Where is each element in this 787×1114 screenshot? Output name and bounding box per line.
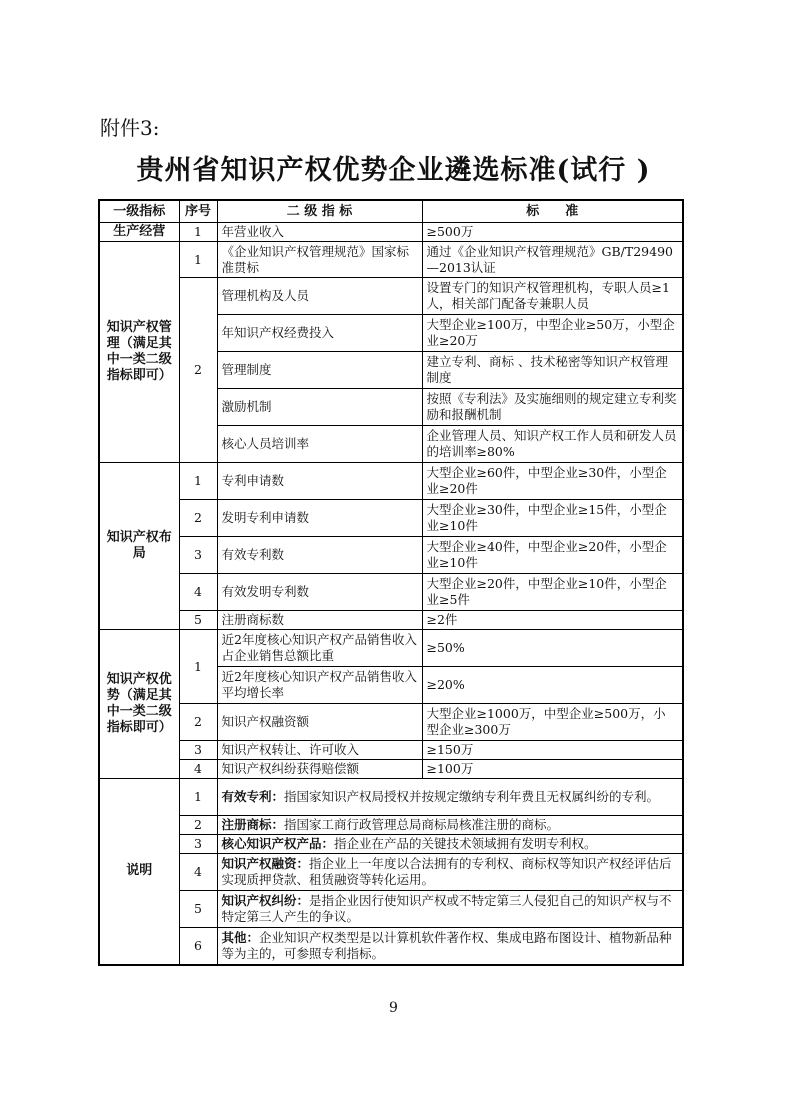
indicator-cell: 注册商标数 bbox=[217, 611, 422, 630]
standard-cell: ≥50% bbox=[422, 630, 683, 667]
indicator-cell: 管理机构及人员 bbox=[217, 278, 422, 315]
row-number: 3 bbox=[179, 741, 217, 760]
table-row bbox=[99, 537, 683, 574]
indicator-cell: 激励机制 bbox=[217, 389, 422, 426]
standard-cell: 大型企业≥40件，中型企业≥20件，小型企业≥10件 bbox=[422, 537, 683, 574]
table-row bbox=[99, 242, 683, 278]
table-row bbox=[99, 463, 683, 500]
row-number: 2 bbox=[179, 278, 217, 463]
standard-cell: 大型企业≥100万，中型企业≥50万，小型企业≥20万 bbox=[422, 315, 683, 352]
table-row bbox=[99, 223, 683, 242]
note-term: 有效专利： bbox=[221, 789, 285, 804]
row-number: 4 bbox=[179, 760, 217, 779]
category-cell: 说明 bbox=[99, 779, 179, 965]
row-number: 6 bbox=[179, 928, 217, 965]
page-number: 9 bbox=[389, 1000, 398, 1016]
table-row bbox=[99, 835, 683, 854]
standard-cell: 建立专利、商标 、技术秘密等知识产权管理制度 bbox=[422, 352, 683, 389]
note-cell bbox=[217, 779, 683, 816]
category-cell: 知识产权优势（满足其中一类二级指标即可） bbox=[99, 630, 179, 779]
header-level1: 一级指标 bbox=[99, 200, 179, 223]
note-text: 指企业上一年度以合法拥有的专利权、商标权等知识产权经评估后实现质押贷款、租赁融资等转化运用。 bbox=[221, 856, 672, 887]
row-number: 2 bbox=[179, 500, 217, 537]
standard-cell: 大型企业≥60件，中型企业≥30件，小型企业≥20件 bbox=[422, 463, 683, 500]
note-text: 指国家工商行政管理总局商标局核准注册的商标。 bbox=[284, 817, 560, 832]
standard-cell: 大型企业≥1000万，中型企业≥500万，小型企业≥300万 bbox=[422, 704, 683, 741]
header-no: 序号 bbox=[179, 200, 217, 223]
note-text: 指国家知识产权局授权并按规定缴纳专利年费且无权属纠纷的专利。 bbox=[284, 789, 660, 804]
table-row bbox=[99, 779, 683, 816]
table-row bbox=[99, 630, 683, 667]
indicator-cell: 年营业收入 bbox=[217, 223, 422, 242]
note-cell bbox=[217, 835, 683, 854]
note-cell bbox=[217, 854, 683, 891]
header-standard: 标 准 bbox=[422, 200, 683, 223]
row-number: 5 bbox=[179, 611, 217, 630]
document-title: 贵州省知识产权优势企业遴选标准(试行 ) bbox=[136, 155, 651, 186]
table-row bbox=[99, 760, 683, 779]
category-cell: 知识产权布局 bbox=[99, 463, 179, 630]
standard-cell: ≥500万 bbox=[422, 223, 683, 242]
indicator-cell: 专利申请数 bbox=[217, 463, 422, 500]
row-number: 1 bbox=[179, 630, 217, 704]
row-number: 3 bbox=[179, 537, 217, 574]
standard-cell: 按照《专利法》及实施细则的规定建立专利奖励和报酬机制 bbox=[422, 389, 683, 426]
table-header-row bbox=[99, 200, 683, 223]
note-term: 核心知识产权产品： bbox=[221, 836, 335, 851]
standards-table bbox=[98, 199, 684, 966]
note-term: 知识产权纠纷： bbox=[221, 893, 310, 908]
header-level2: 二 级 指 标 bbox=[217, 200, 422, 223]
note-cell bbox=[217, 928, 683, 965]
standard-cell: ≥150万 bbox=[422, 741, 683, 760]
indicator-cell: 核心人员培训率 bbox=[217, 426, 422, 463]
note-text: 企业知识产权类型是以计算机软件著作权、集成电路布图设计、植物新品种等为主的，可参照专利指标。 bbox=[221, 929, 672, 961]
standard-cell: 大型企业≥30件，中型企业≥15件，小型企业≥10件 bbox=[422, 500, 683, 537]
indicator-cell: 知识产权融资额 bbox=[217, 704, 422, 741]
category-cell: 生产经营 bbox=[99, 223, 179, 242]
table-row bbox=[99, 278, 683, 315]
table-row bbox=[99, 891, 683, 928]
row-number: 3 bbox=[179, 835, 217, 854]
indicator-cell: 发明专利申请数 bbox=[217, 500, 422, 537]
indicator-cell: 有效专利数 bbox=[217, 537, 422, 574]
note-cell bbox=[217, 891, 683, 928]
row-number: 5 bbox=[179, 891, 217, 928]
standard-cell: ≥20% bbox=[422, 667, 683, 704]
note-text: 是指企业因行使知识产权或不特定第三人侵犯自己的知识产权与不特定第三人产生的争议。 bbox=[221, 893, 672, 924]
row-number: 2 bbox=[179, 704, 217, 741]
table-row bbox=[99, 928, 683, 965]
standard-cell: 大型企业≥20件，中型企业≥10件，小型企业≥5件 bbox=[422, 574, 683, 611]
row-number: 1 bbox=[179, 242, 217, 278]
table-row bbox=[99, 611, 683, 630]
row-number: 1 bbox=[179, 779, 217, 816]
attachment-label: 附件3: bbox=[100, 116, 160, 140]
standard-cell: 通过《企业知识产权管理规范》GB/T29490—2013认证 bbox=[422, 242, 683, 278]
note-cell bbox=[217, 816, 683, 835]
table-row bbox=[99, 741, 683, 760]
indicator-cell: 《企业知识产权管理规范》国家标准贯标 bbox=[217, 242, 422, 278]
standard-cell: ≥100万 bbox=[422, 760, 683, 779]
note-term: 注册商标： bbox=[221, 817, 285, 832]
indicator-cell: 近2年度核心知识产权产品销售收入平均增长率 bbox=[217, 667, 422, 704]
indicator-cell: 知识产权转让、许可收入 bbox=[217, 741, 422, 760]
table-row bbox=[99, 854, 683, 891]
indicator-cell: 有效发明专利数 bbox=[217, 574, 422, 611]
note-term: 知识产权融资： bbox=[221, 856, 310, 871]
category-cell: 知识产权管理（满足其中一类二级指标即可） bbox=[99, 242, 179, 463]
indicator-cell: 年知识产权经费投入 bbox=[217, 315, 422, 352]
table-row bbox=[99, 816, 683, 835]
indicator-cell: 知识产权纠纷获得赔偿额 bbox=[217, 760, 422, 779]
indicator-cell: 管理制度 bbox=[217, 352, 422, 389]
table-row bbox=[99, 500, 683, 537]
indicator-cell: 近2年度核心知识产权产品销售收入占企业销售总额比重 bbox=[217, 630, 422, 667]
standard-cell: ≥2件 bbox=[422, 611, 683, 630]
row-number: 4 bbox=[179, 854, 217, 891]
standard-cell: 企业管理人员、知识产权工作人员和研发人员的培训率≥80% bbox=[422, 426, 683, 463]
row-number: 4 bbox=[179, 574, 217, 611]
note-text: 指企业在产品的关键技术领域拥有发明专利权。 bbox=[334, 836, 597, 851]
standard-cell: 设置专门的知识产权管理机构，专职人员≥1人，相关部门配备专兼职人员 bbox=[422, 278, 683, 315]
table-row bbox=[99, 704, 683, 741]
note-term: 其他： bbox=[221, 929, 260, 945]
row-number: 2 bbox=[179, 816, 217, 835]
row-number: 1 bbox=[179, 463, 217, 500]
row-number: 1 bbox=[179, 223, 217, 242]
table-row bbox=[99, 574, 683, 611]
